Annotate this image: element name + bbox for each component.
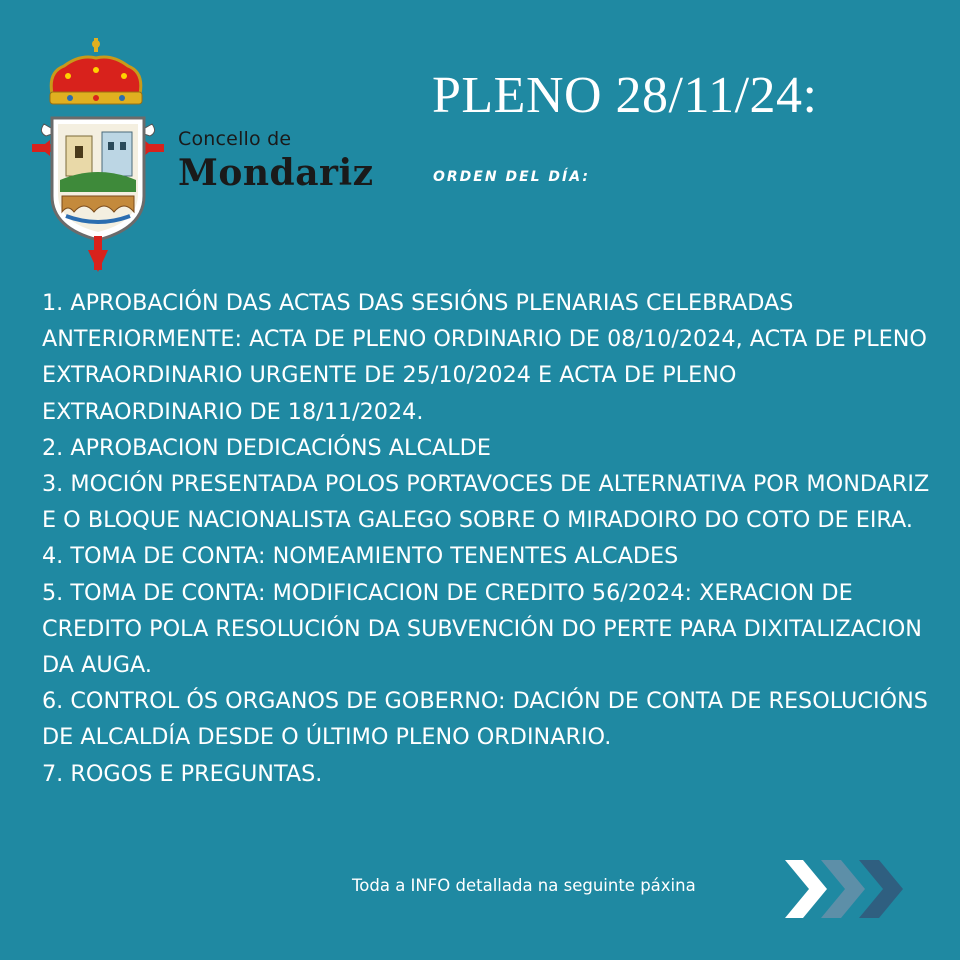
chevron-dark-icon	[859, 860, 903, 918]
organization-name	[178, 128, 374, 194]
org-name-line2: Mondariz	[178, 152, 374, 194]
next-page-note: Toda a INFO detallada na seguinte páxina	[352, 876, 696, 895]
agenda-item-1: 1. APROBACIÓN DAS ACTAS DAS SESIÓNS PLENARIAS CELEBRADAS ANTERIORMENTE: ACTA DE PLENO ORDINARIO DE 08/10/2024, ACTA DE PLENO EXTRAORDINARIO URGENTE DE 25/10/2024 E ACTA DE PLENO EXTRAORDINARIO DE 18/11/2024.	[42, 290, 927, 425]
page-title: PLENO 28/11/24:	[432, 67, 818, 124]
agenda-item-6: 6. CONTROL ÓS ORGANOS DE GOBERNO: DACIÓN DE CONTA DE RESOLUCIÓNS DE ALCALDÍA DESDE O ÚLTIMO PLENO ORDINARIO.	[42, 688, 928, 751]
chevron-mid-icon	[821, 860, 865, 918]
crown-icon	[50, 38, 142, 104]
page-subtitle: ORDEN DEL DÍA:	[433, 169, 590, 185]
agenda-item-7: 7. ROGOS E PREGUNTAS.	[42, 760, 323, 787]
org-name-line1: Concello de	[178, 128, 292, 150]
municipal-coat-of-arms-icon	[28, 36, 168, 272]
agenda-item-4: 4. TOMA DE CONTA: NOMEAMIENTO TENENTES ALCADES	[42, 543, 679, 570]
agenda-item-2: 2. APROBACION DEDICACIÓNS ALCALDE	[42, 434, 491, 461]
agenda-item-5: 5. TOMA DE CONTA: MODIFICACION DE CREDITO 56/2024: XERACION DE CREDITO POLA RESOLUCIÓN DA SUBVENCIÓN DO PERTE PARA DIXITALIZACION DA AUGA.	[42, 579, 922, 679]
agenda-list	[42, 285, 942, 792]
triple-chevron-right-icon	[783, 858, 905, 920]
agenda-item-3: 3. MOCIÓN PRESENTADA POLOS PORTAVOCES DE ALTERNATIVA POR MONDARIZ E O BLOQUE NACIONALISTA GALEGO SOBRE O MIRADOIRO DO COTO DE EIRA.	[42, 471, 930, 534]
chevron-light-icon	[785, 860, 827, 918]
